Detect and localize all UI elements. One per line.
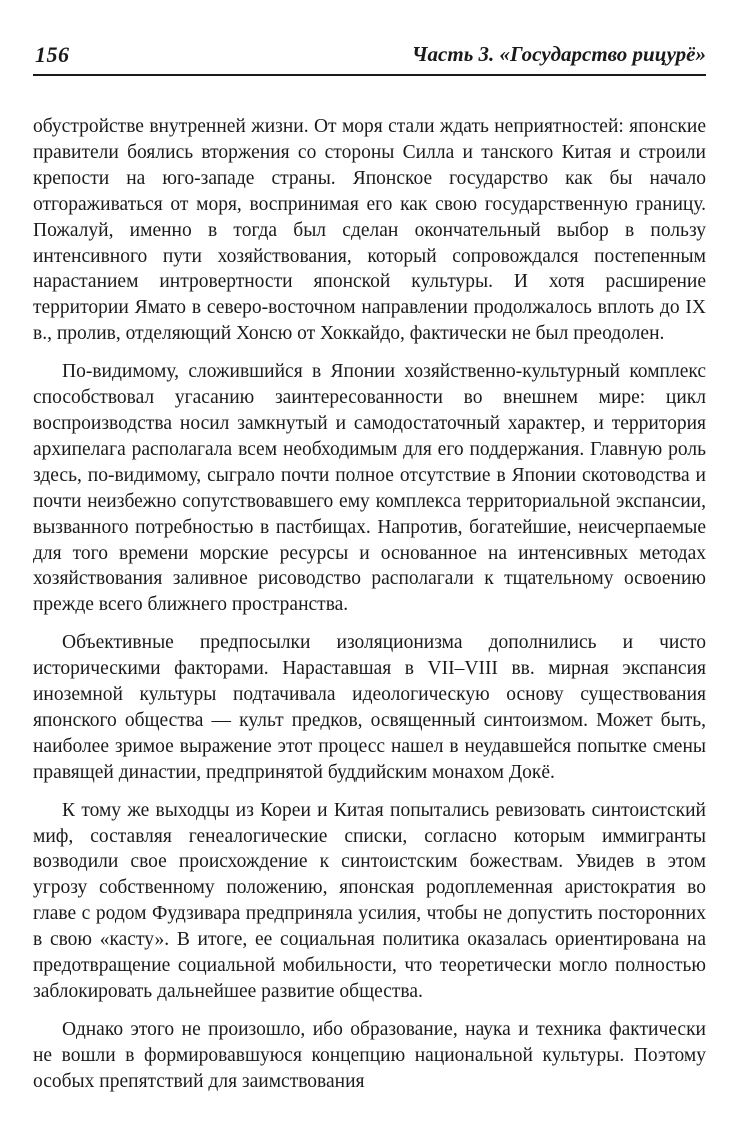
paragraph-1: обустройстве внутренней жизни. От моря стали ждать неприятностей: японские правители боялись вторжения со стороны Силла и танского Китая и строили крепости на юго-западе страны. Японское государство как бы начало отгораживаться от моря, воспринимая его как свою государственную границу. Пожалуй, именно в тогда был сделан окончательный выбор в пользу интенсивного пути хозяйствования, который сопровождался постепенным нарастанием интровертности японской культуры. И хотя расширение территории Ямато в северо-восточном направлении продолжалось вплоть до IX в., пролив, отделяющий Хонсю от Хоккайдо, фактически не был преодолен. xyxy=(33,116,706,345)
running-title: Часть 3. «Государство рицурё» xyxy=(411,42,706,66)
paragraph-3: Объективные предпосылки изоляционизма дополнились и чисто историческими факторами. Нараставшая в VII–VIII вв. мирная экспансия иноземной культуры подтачивала идеологическую основу существования японского общества — культ предков, освященный синтоизмом. Может быть, наиболее зримое выражение этот процесс нашел в неудавшейся попытке смены правящей династии, предпринятой буддийским монахом Докё. xyxy=(33,632,706,783)
paragraph-2: По-видимому, сложившийся в Японии хозяйственно-культурный комплекс способствовал угасанию заинтересованности во внешнем мире: цикл воспроизводства носил замкнутый и самодостаточный характер, и территория архипелага располагала всем необходимым для его поддержания. Главную роль здесь, по-видимому, сыграло почти полное отсутствие в Японии скотоводства и почти неизбежно сопутствовавшего ему комплекса территориальной экспансии, вызванного потребностью в пастбищах. Напротив, богатейшие, неисчерпаемые для того времени морские ресурсы и основанное на интенсивных методах хозяйствования заливное рисоводство располагали к тщательному освоению прежде всего ближнего пространства. xyxy=(33,361,706,616)
paragraph-4: К тому же выходцы из Кореи и Китая попытались ревизовать синтоистский миф, составляя генеалогические списки, согласно которым иммигранты возводили свое происхождение к синтоистским божествам. Увидев в этом угрозу собственному положению, японская родоплеменная аристократия во главе с родом Фудзивара предприняла усилия, чтобы не допустить посторонних в свою «касту». В итоге, ее социальная политика оказалась ориентирована на предотвращение социальной мобильности, что теоретически могло полностью заблокировать дальнейшее развитие общества. xyxy=(33,799,706,1002)
page-number: 156 xyxy=(35,42,70,67)
paragraph-5: Однако этого не произошло, ибо образование, наука и техника фактически не вошли в формировавшуюся концепцию национальной культуры. Поэтому особых препятствий для заимствования xyxy=(33,1018,706,1092)
body-text xyxy=(33,114,706,1095)
page-header xyxy=(33,40,706,76)
